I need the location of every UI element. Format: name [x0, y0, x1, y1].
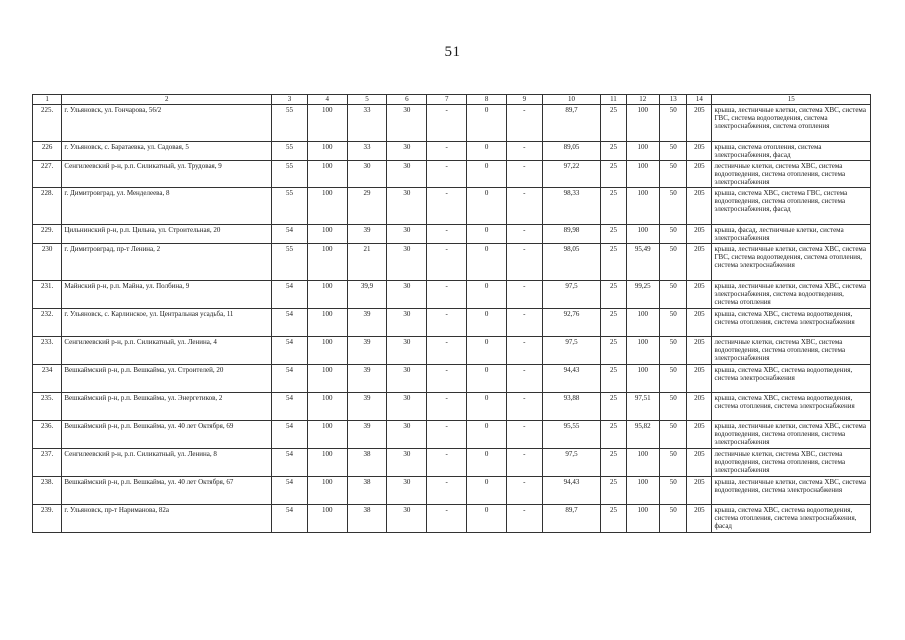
value-cell: 92,76 — [542, 309, 601, 337]
column-header: 5 — [347, 95, 387, 105]
column-header: 8 — [467, 95, 507, 105]
value-cell: 30 — [387, 505, 427, 533]
value-cell: 54 — [272, 421, 308, 449]
value-cell: 100 — [307, 225, 347, 244]
value-cell: - — [427, 161, 467, 188]
value-cell: 94,43 — [542, 477, 601, 505]
value-cell: 54 — [272, 505, 308, 533]
value-cell: 25 — [601, 505, 626, 533]
table-row — [33, 421, 871, 449]
value-cell: 100 — [307, 161, 347, 188]
value-cell: 54 — [272, 337, 308, 365]
value-cell: 100 — [626, 105, 660, 142]
row-number: 239. — [33, 505, 62, 533]
value-cell: 98,05 — [542, 244, 601, 281]
table-row — [33, 225, 871, 244]
value-cell: 30 — [387, 477, 427, 505]
value-cell: 100 — [626, 142, 660, 161]
value-cell: 30 — [387, 161, 427, 188]
value-cell: 205 — [687, 281, 712, 309]
column-header: 4 — [307, 95, 347, 105]
page-number: 51 — [444, 44, 461, 60]
value-cell: 100 — [626, 337, 660, 365]
value-cell: 25 — [601, 225, 626, 244]
address-cell: Майнский р-н, р.п. Майна, ул. Полбина, 9 — [62, 281, 272, 309]
row-number: 236. — [33, 421, 62, 449]
value-cell: 50 — [660, 505, 687, 533]
value-cell: 100 — [626, 188, 660, 225]
value-cell: 205 — [687, 225, 712, 244]
value-cell: 0 — [467, 188, 507, 225]
value-cell: 38 — [347, 505, 387, 533]
value-cell: 54 — [272, 477, 308, 505]
value-cell: 39 — [347, 365, 387, 393]
value-cell: 38 — [347, 449, 387, 477]
value-cell: 25 — [601, 105, 626, 142]
column-header: 1 — [33, 95, 62, 105]
value-cell: 100 — [626, 225, 660, 244]
value-cell: - — [427, 421, 467, 449]
column-header: 15 — [712, 95, 871, 105]
value-cell: - — [506, 309, 542, 337]
value-cell: 39 — [347, 337, 387, 365]
value-cell: 100 — [307, 142, 347, 161]
value-cell: - — [427, 505, 467, 533]
row-number: 226 — [33, 142, 62, 161]
value-cell: - — [506, 281, 542, 309]
value-cell: 95,49 — [626, 244, 660, 281]
value-cell: 0 — [467, 337, 507, 365]
value-cell: 54 — [272, 365, 308, 393]
works-list-cell: крыша, лестничные клетки, система ХВС, система ГВС, система водоотведения, система отопления, система электроснабжения — [712, 244, 871, 281]
value-cell: 100 — [626, 477, 660, 505]
value-cell: 100 — [626, 505, 660, 533]
column-header: 10 — [542, 95, 601, 105]
value-cell: 0 — [467, 477, 507, 505]
value-cell: 30 — [387, 365, 427, 393]
value-cell: 39 — [347, 309, 387, 337]
value-cell: 38 — [347, 477, 387, 505]
row-number: 229. — [33, 225, 62, 244]
address-cell: Вешкаймский р-н, р.п. Вешкайма, ул. Строителей, 20 — [62, 365, 272, 393]
address-cell: Вешкаймский р-н, р.п. Вешкайма, ул. 40 лет Октября, 69 — [62, 421, 272, 449]
value-cell: 50 — [660, 188, 687, 225]
table-row — [33, 161, 871, 188]
works-list-cell: крыша, система отопления, система электроснабжения, фасад — [712, 142, 871, 161]
value-cell: 50 — [660, 281, 687, 309]
address-cell: Вешкаймский р-н, р.п. Вешкайма, ул. Энергетиков, 2 — [62, 393, 272, 421]
address-cell: Вешкаймский р-н, р.п. Вешкайма, ул. 40 лет Октября, 67 — [62, 477, 272, 505]
value-cell: - — [506, 365, 542, 393]
value-cell: 100 — [626, 365, 660, 393]
column-header: 12 — [626, 95, 660, 105]
value-cell: 205 — [687, 393, 712, 421]
value-cell: 25 — [601, 337, 626, 365]
works-list-cell: крыша, лестничные клетки, система ХВС, система электроснабжения, система водоотведения, система отопления — [712, 281, 871, 309]
value-cell: 100 — [626, 309, 660, 337]
table-row — [33, 365, 871, 393]
works-list-cell: крыша, система ХВС, система водоотведения, система отопления, система электроснабжения, фасад — [712, 505, 871, 533]
value-cell: 205 — [687, 477, 712, 505]
value-cell: 205 — [687, 105, 712, 142]
works-list-cell: крыша, система ХВС, система водоотведения, система отопления, система электроснабжения — [712, 309, 871, 337]
value-cell: 25 — [601, 188, 626, 225]
value-cell: 100 — [307, 505, 347, 533]
value-cell: 54 — [272, 393, 308, 421]
value-cell: - — [506, 449, 542, 477]
value-cell: 30 — [387, 105, 427, 142]
column-header: 14 — [687, 95, 712, 105]
value-cell: 25 — [601, 393, 626, 421]
value-cell: 100 — [307, 365, 347, 393]
value-cell: - — [506, 421, 542, 449]
table-row — [33, 449, 871, 477]
value-cell: - — [506, 225, 542, 244]
value-cell: 54 — [272, 449, 308, 477]
works-list-cell: крыша, система ХВС, система водоотведения, система отопления, система электроснабжения — [712, 393, 871, 421]
table-row — [33, 105, 871, 142]
value-cell: 0 — [467, 161, 507, 188]
value-cell: 89,7 — [542, 505, 601, 533]
value-cell: 30 — [387, 188, 427, 225]
works-list-cell: лестничные клетки, система ХВС, система водоотведения, система отопления, система электроснабжения — [712, 161, 871, 188]
value-cell: 50 — [660, 449, 687, 477]
table-row — [33, 281, 871, 309]
value-cell: 39 — [347, 421, 387, 449]
address-cell: г. Димитровград, ул. Менделеева, 8 — [62, 188, 272, 225]
column-header: 11 — [601, 95, 626, 105]
value-cell: 100 — [626, 449, 660, 477]
value-cell: 89,98 — [542, 225, 601, 244]
works-list-cell: лестничные клетки, система ХВС, система водоотведения, система отопления, система электроснабжения — [712, 337, 871, 365]
row-number: 225. — [33, 105, 62, 142]
value-cell: 205 — [687, 244, 712, 281]
value-cell: 54 — [272, 281, 308, 309]
column-header: 9 — [506, 95, 542, 105]
value-cell: 0 — [467, 244, 507, 281]
works-list-cell: крыша, лестничные клетки, система ХВС, система водоотведения, система отопления, система электроснабжения — [712, 421, 871, 449]
value-cell: 55 — [272, 105, 308, 142]
value-cell: 30 — [387, 449, 427, 477]
table-row — [33, 477, 871, 505]
value-cell: 205 — [687, 309, 712, 337]
value-cell: 50 — [660, 365, 687, 393]
value-cell: 0 — [467, 309, 507, 337]
value-cell: 25 — [601, 421, 626, 449]
value-cell: 95,55 — [542, 421, 601, 449]
value-cell: - — [506, 161, 542, 188]
value-cell: 25 — [601, 365, 626, 393]
table-row — [33, 309, 871, 337]
value-cell: 0 — [467, 281, 507, 309]
value-cell: 93,88 — [542, 393, 601, 421]
value-cell: 25 — [601, 161, 626, 188]
value-cell: 30 — [387, 244, 427, 281]
address-cell: Сенгилеевский р-н, р.п. Силикатный, ул. Ленина, 4 — [62, 337, 272, 365]
value-cell: 55 — [272, 161, 308, 188]
value-cell: 0 — [467, 365, 507, 393]
works-list-cell: крыша, система ХВС, система ГВС, система водоотведения, система отопления, система электроснабжения, фасад — [712, 188, 871, 225]
value-cell: 100 — [307, 477, 347, 505]
value-cell: - — [427, 449, 467, 477]
column-header: 2 — [62, 95, 272, 105]
value-cell: 55 — [272, 142, 308, 161]
works-list-cell: лестничные клетки, система ХВС, система водоотведения, система отопления, система электроснабжения — [712, 449, 871, 477]
value-cell: 205 — [687, 449, 712, 477]
value-cell: - — [427, 244, 467, 281]
value-cell: 205 — [687, 142, 712, 161]
value-cell: - — [427, 365, 467, 393]
table-body — [33, 105, 871, 533]
value-cell: 50 — [660, 225, 687, 244]
address-cell: г. Ульяновск, с. Баратаевка, ул. Садовая, 5 — [62, 142, 272, 161]
value-cell: 100 — [307, 337, 347, 365]
table-row — [33, 337, 871, 365]
column-header: 6 — [387, 95, 427, 105]
value-cell: 30 — [387, 225, 427, 244]
value-cell: 205 — [687, 188, 712, 225]
value-cell: 99,25 — [626, 281, 660, 309]
table-row — [33, 505, 871, 533]
value-cell: 30 — [387, 309, 427, 337]
value-cell: - — [427, 188, 467, 225]
value-cell: - — [506, 244, 542, 281]
value-cell: 89,7 — [542, 105, 601, 142]
value-cell: 89,05 — [542, 142, 601, 161]
table-row — [33, 244, 871, 281]
value-cell: 25 — [601, 309, 626, 337]
table-row — [33, 393, 871, 421]
column-header: 7 — [427, 95, 467, 105]
address-cell: г. Ульяновск, пр-т Нариманова, 82а — [62, 505, 272, 533]
row-number: 235. — [33, 393, 62, 421]
value-cell: 0 — [467, 225, 507, 244]
value-cell: 25 — [601, 281, 626, 309]
address-cell: Сенгилеевский р-н, р.п. Силикатный, ул. Трудовая, 9 — [62, 161, 272, 188]
value-cell: 54 — [272, 225, 308, 244]
value-cell: 25 — [601, 244, 626, 281]
value-cell: 50 — [660, 309, 687, 337]
value-cell: 39,9 — [347, 281, 387, 309]
value-cell: 30 — [387, 421, 427, 449]
value-cell: 97,51 — [626, 393, 660, 421]
value-cell: - — [506, 337, 542, 365]
value-cell: 30 — [387, 393, 427, 421]
value-cell: 50 — [660, 337, 687, 365]
value-cell: 0 — [467, 105, 507, 142]
value-cell: 50 — [660, 142, 687, 161]
works-list-cell: крыша, фасад, лестничные клетки, система электроснабжения — [712, 225, 871, 244]
address-cell: г. Ульяновск, ул. Гончарова, 56/2 — [62, 105, 272, 142]
value-cell: 50 — [660, 393, 687, 421]
column-header: 3 — [272, 95, 308, 105]
value-cell: 50 — [660, 161, 687, 188]
value-cell: 30 — [387, 142, 427, 161]
value-cell: 30 — [347, 161, 387, 188]
value-cell: 0 — [467, 505, 507, 533]
column-header: 13 — [660, 95, 687, 105]
value-cell: - — [427, 225, 467, 244]
value-cell: 33 — [347, 105, 387, 142]
value-cell: 50 — [660, 244, 687, 281]
value-cell: 205 — [687, 337, 712, 365]
row-number: 237. — [33, 449, 62, 477]
value-cell: 39 — [347, 225, 387, 244]
value-cell: - — [427, 393, 467, 421]
works-list-cell: крыша, система ХВС, система водоотведения, система электроснабжения — [712, 365, 871, 393]
row-number: 233. — [33, 337, 62, 365]
value-cell: 205 — [687, 421, 712, 449]
value-cell: 50 — [660, 105, 687, 142]
value-cell: 100 — [307, 188, 347, 225]
table-row — [33, 188, 871, 225]
value-cell: 95,82 — [626, 421, 660, 449]
value-cell: 100 — [307, 449, 347, 477]
row-number: 238. — [33, 477, 62, 505]
value-cell: - — [427, 309, 467, 337]
header-row — [33, 95, 871, 105]
value-cell: - — [427, 337, 467, 365]
value-cell: 97,22 — [542, 161, 601, 188]
value-cell: 100 — [307, 281, 347, 309]
value-cell: 205 — [687, 505, 712, 533]
value-cell: 50 — [660, 421, 687, 449]
value-cell: 25 — [601, 477, 626, 505]
value-cell: - — [427, 105, 467, 142]
value-cell: - — [506, 393, 542, 421]
value-cell: 25 — [601, 142, 626, 161]
value-cell: - — [506, 477, 542, 505]
value-cell: - — [506, 142, 542, 161]
value-cell: 97,5 — [542, 449, 601, 477]
value-cell: 55 — [272, 188, 308, 225]
value-cell: 30 — [387, 281, 427, 309]
value-cell: 30 — [387, 337, 427, 365]
value-cell: 54 — [272, 309, 308, 337]
value-cell: - — [427, 142, 467, 161]
value-cell: - — [427, 281, 467, 309]
works-list-cell: крыша, лестничные клетки, система ХВС, система водоотведения, система электроснабжения — [712, 477, 871, 505]
value-cell: - — [427, 477, 467, 505]
value-cell: - — [506, 505, 542, 533]
row-number: 232. — [33, 309, 62, 337]
works-list-cell: крыша, лестничные клетки, система ХВС, система ГВС, система водоотведения, система электроснабжения, система отопления — [712, 105, 871, 142]
value-cell: 100 — [307, 421, 347, 449]
value-cell: 98,33 — [542, 188, 601, 225]
row-number: 230 — [33, 244, 62, 281]
value-cell: 97,5 — [542, 337, 601, 365]
value-cell: 21 — [347, 244, 387, 281]
value-cell: 33 — [347, 142, 387, 161]
row-number: 231. — [33, 281, 62, 309]
repair-schedule-table-wrapper — [32, 94, 871, 533]
address-cell: Цильнинский р-н, р.п. Цильна, ул. Строительная, 20 — [62, 225, 272, 244]
value-cell: - — [506, 105, 542, 142]
value-cell: 205 — [687, 161, 712, 188]
value-cell: - — [506, 188, 542, 225]
value-cell: 100 — [307, 309, 347, 337]
address-cell: Сенгилеевский р-н, р.п. Силикатный, ул. Ленина, 8 — [62, 449, 272, 477]
repair-schedule-table — [32, 94, 871, 533]
value-cell: 0 — [467, 393, 507, 421]
value-cell: 0 — [467, 142, 507, 161]
value-cell: 100 — [626, 161, 660, 188]
value-cell: 0 — [467, 449, 507, 477]
value-cell: 39 — [347, 393, 387, 421]
value-cell: 100 — [307, 244, 347, 281]
address-cell: г. Ульяновск, с. Карлинское, ул. Центральная усадьба, 11 — [62, 309, 272, 337]
row-number: 234 — [33, 365, 62, 393]
value-cell: 205 — [687, 365, 712, 393]
table-row — [33, 142, 871, 161]
value-cell: 25 — [601, 449, 626, 477]
value-cell: 55 — [272, 244, 308, 281]
value-cell: 100 — [307, 105, 347, 142]
address-cell: г. Димитровград, пр-т Ленина, 2 — [62, 244, 272, 281]
value-cell: 50 — [660, 477, 687, 505]
value-cell: 94,43 — [542, 365, 601, 393]
value-cell: 97,5 — [542, 281, 601, 309]
row-number: 228. — [33, 188, 62, 225]
value-cell: 100 — [307, 393, 347, 421]
value-cell: 0 — [467, 421, 507, 449]
value-cell: 29 — [347, 188, 387, 225]
row-number: 227. — [33, 161, 62, 188]
